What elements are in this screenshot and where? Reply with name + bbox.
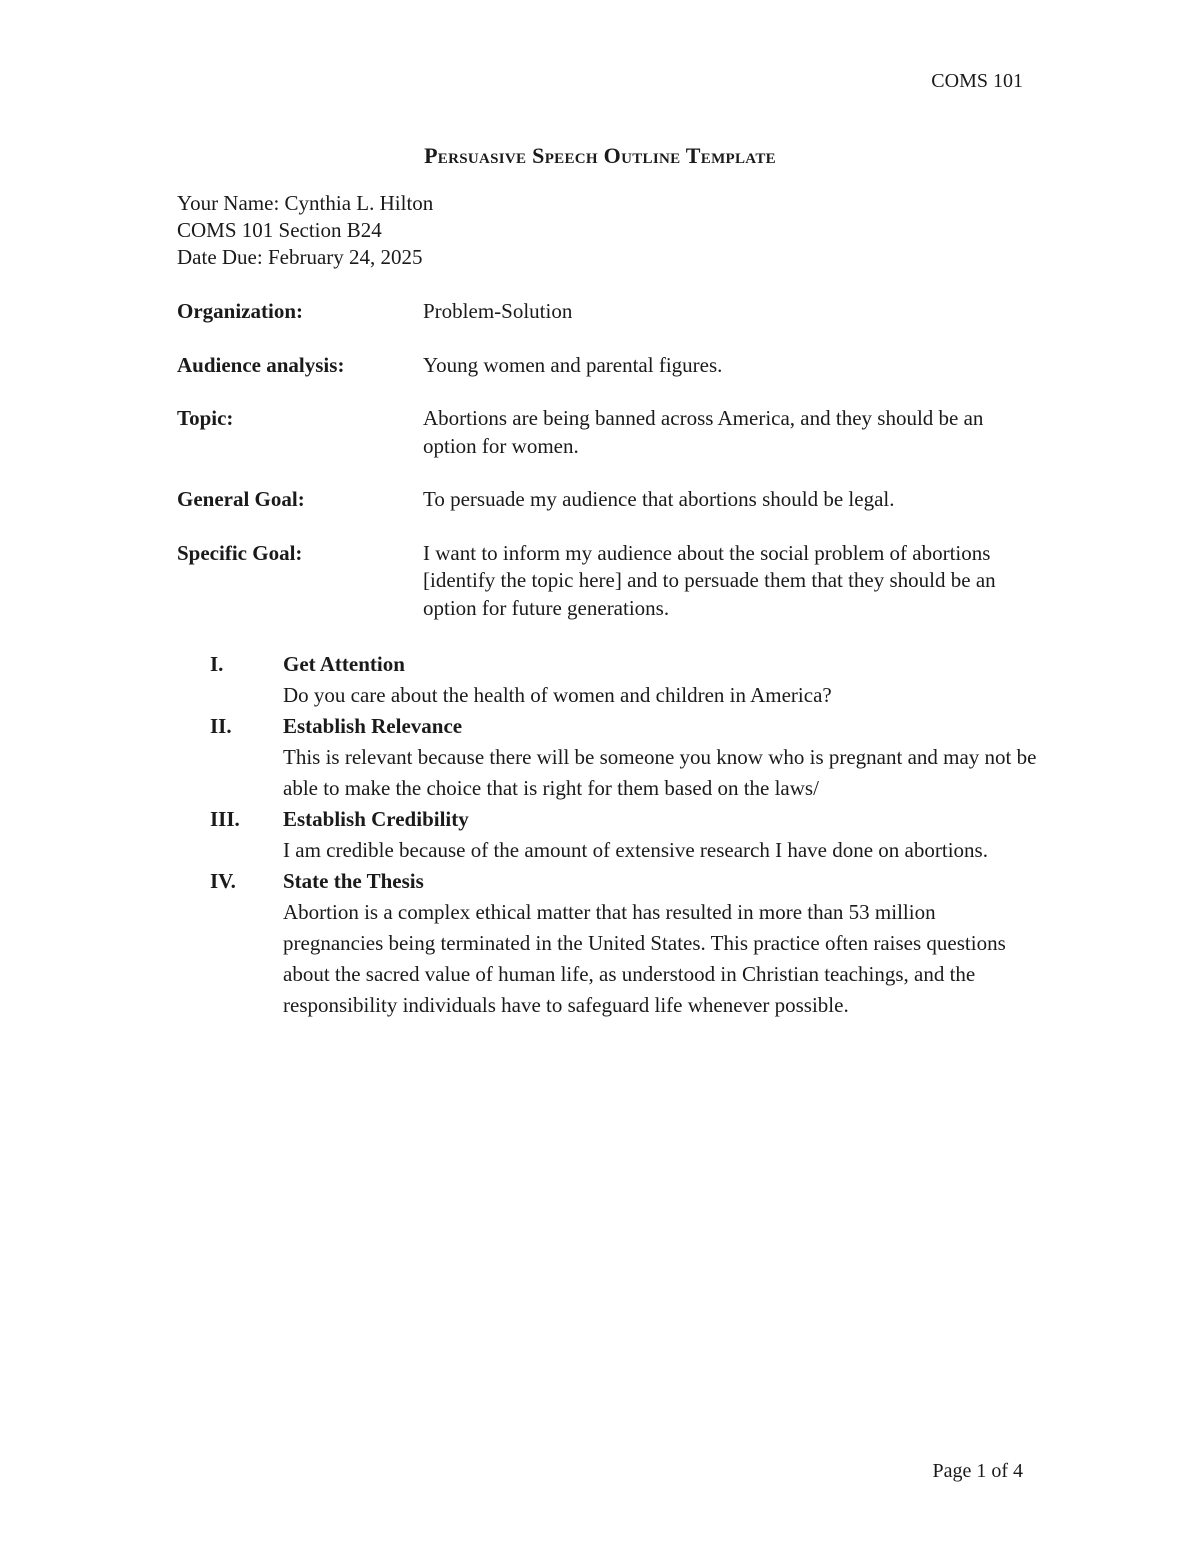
field-value: Abortions are being banned across America, and they should be an option for women. (423, 406, 984, 458)
field-general-goal (177, 486, 1027, 514)
field-value: I want to inform my audience about the social problem of abortions [identify the topic here] and to persuade them that they should be an option for future generations. (423, 540, 996, 620)
outline-number: IV. (210, 869, 236, 893)
field-value: Problem-Solution (423, 299, 573, 323)
outline-number: I. (210, 652, 224, 676)
outline-body (283, 711, 1040, 804)
student-info (177, 190, 433, 271)
header-course-label: COMS 101 (931, 70, 1023, 92)
outline-number: II. (210, 714, 232, 738)
field-specific-goal (177, 540, 1027, 623)
outline-text: I am credible because of the amount of extensive research I have done on abortions. (283, 838, 988, 862)
speech-fields (177, 298, 1027, 648)
field-organization (177, 298, 1027, 326)
outline-body (283, 649, 1040, 711)
date-due-line: Date Due: February 24, 2025 (177, 245, 423, 269)
field-label: Audience analysis: (177, 352, 345, 377)
outline-heading: Get Attention (283, 652, 405, 676)
document-title: Persuasive Speech Outline Template (424, 143, 776, 168)
course-section-line: COMS 101 Section B24 (177, 218, 382, 242)
field-label: General Goal: (177, 487, 305, 511)
field-value: To persuade my audience that abortions should be legal. (423, 487, 895, 511)
student-name-line: Your Name: Cynthia L. Hilton (177, 191, 434, 215)
outline-text: This is relevant because there will be someone you know who is pregnant and may not be able to make the choice that is right for them based on the laws/ (283, 745, 1037, 800)
outline-number: III. (210, 807, 240, 831)
outline-item-establish-credibility (210, 804, 1040, 866)
field-audience-analysis (177, 352, 1027, 380)
field-label: Specific Goal: (177, 540, 303, 565)
page-number-label: Page 1 of 4 (932, 1460, 1023, 1482)
outline-heading: Establish Credibility (283, 807, 469, 831)
outline-body (283, 866, 1040, 1021)
outline-item-establish-relevance (210, 711, 1040, 804)
outline-heading: State the Thesis (283, 869, 424, 893)
outline-heading: Establish Relevance (283, 714, 463, 738)
field-label: Organization: (177, 299, 303, 323)
field-value: Young women and parental figures. (423, 352, 723, 377)
outline-text: Abortion is a complex ethical matter that has resulted in more than 53 million pregnancies being terminated in the United States. This practice often raises questions about the sacred value of human life, as understood in Christian teachings, and the responsibility individuals have to safeguard life whenever possible. (283, 900, 1006, 1017)
field-topic (177, 405, 1027, 460)
field-label: Topic: (177, 406, 234, 430)
outline-item-get-attention (210, 649, 1040, 711)
outline-body (283, 804, 1040, 866)
outline-item-state-thesis (210, 866, 1040, 1021)
speech-outline (210, 649, 1040, 1021)
outline-text: Do you care about the health of women and children in America? (283, 683, 832, 707)
